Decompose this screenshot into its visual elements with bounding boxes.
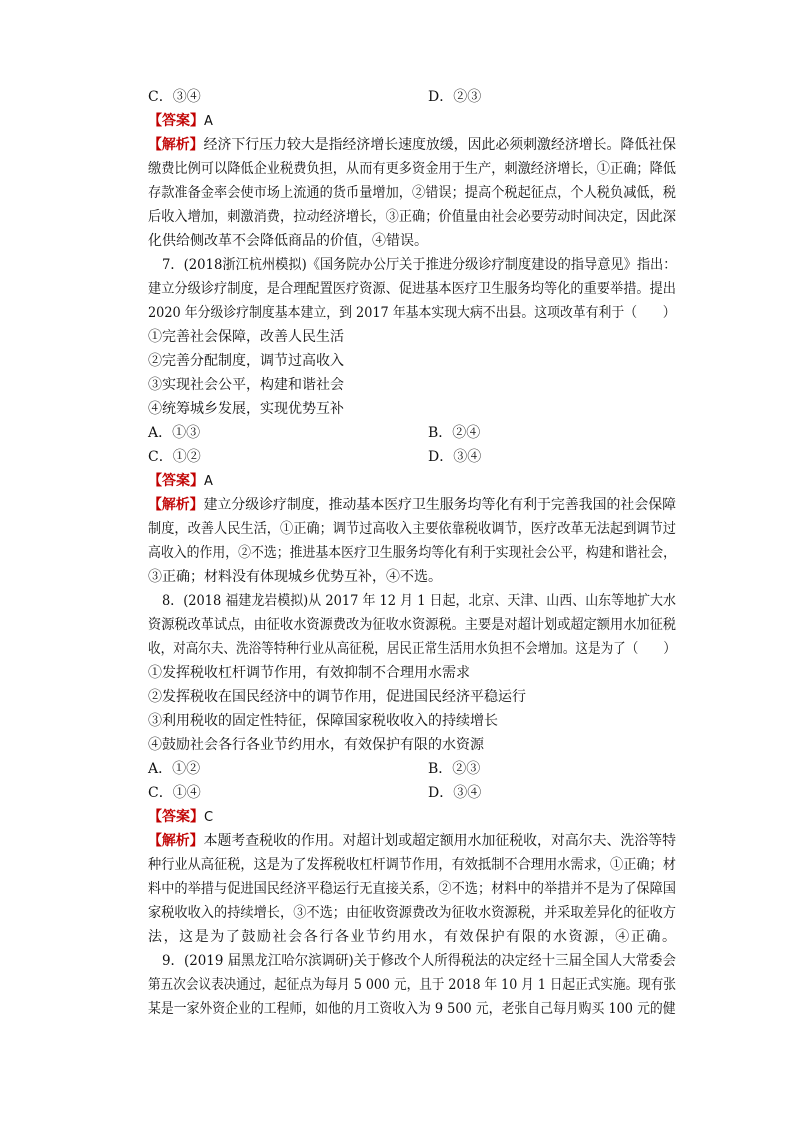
line-text: C．①② (148, 449, 201, 465)
text-line (162, 255, 676, 275)
line-text: 后收入增加，刺激消费，拉动经济增长，③正确；价值量由社会必要劳动时间决定，因此深 (148, 209, 676, 225)
line-text: ①发挥税收杠杆调节作用，有效抑制不合理用水需求 (148, 665, 470, 681)
line-text: 料中的举措与促进国民经济平稳运行无直接关系，②不选；材料中的举措并不是为了保障国 (148, 881, 676, 897)
text-line (148, 399, 344, 419)
line-text: C．③④ (148, 89, 201, 105)
text-line (148, 279, 676, 299)
line-text: 8．(2018 福建龙岩模拟)从 2017 年 12 月 1 日起，北京、天津、山西、山东等地扩大水 (162, 593, 676, 609)
line-text: C．①④ (148, 785, 201, 801)
line-text: ③利用税收的固定性特征，保障国家税收收入的持续增长 (148, 713, 498, 729)
analysis-line (148, 495, 676, 515)
answer-line (148, 807, 213, 828)
line-text: B．②③ (428, 761, 481, 777)
text-line (148, 663, 470, 683)
text-line (148, 759, 200, 779)
line-text: 2020 年分级诊疗制度基本建立，到 2017 年基本实现大病不出县。这项改革有利于（ ） (148, 305, 676, 321)
line-text: 资源税改革试点，由征收水资源费改为征收水资源税。主要是对超计划或超定额用水加征税 (148, 617, 676, 633)
line-text: 第五次会议表决通过，起征点为每月 5 000 元，且于 2018 年 10 月 1 日起正式实施。现有张 (148, 977, 677, 993)
text-line (162, 591, 676, 611)
label-tag: 【答案】 (148, 113, 204, 129)
answer-line (148, 471, 213, 492)
analysis-line (148, 135, 676, 155)
line-text: D．③④ (428, 449, 482, 465)
line-text: 家税收收入的持续增长，③不选；由征收资源费改为征收水资源税，并采取差异化的征收方 (148, 905, 676, 921)
text-line (148, 975, 676, 995)
line-text: A．①③ (148, 425, 201, 441)
line-text: 种行业从高征税，这是为了发挥税收杠杆调节作用，有效抵制不合理用水需求，①正确；材 (148, 857, 676, 873)
text-line (148, 327, 344, 347)
text-line (148, 687, 526, 707)
text-line (148, 615, 676, 635)
text-line (148, 543, 676, 563)
text-line (148, 87, 201, 107)
label-tag: 【解析】 (148, 137, 204, 153)
line-text: B．②④ (428, 425, 481, 441)
line-text: ③正确；材料没有体现城乡优势互补，④不选。 (148, 569, 442, 585)
text-line (148, 159, 676, 179)
text-line (148, 567, 442, 587)
text-line (428, 87, 481, 107)
line-text: 制度，改善人民生活，①正确；调节过高收入主要依靠税收调节，医疗改革无法起到调节过 (148, 521, 676, 537)
label-tag: 【解析】 (148, 497, 204, 513)
line-text: 建立分级诊疗制度，推动基本医疗卫生服务均等化有利于完善我国的社会保障 (203, 497, 676, 513)
text-line (148, 903, 676, 923)
text-line (148, 351, 344, 371)
line-text: ②完善分配制度，调节过高收入 (148, 353, 344, 369)
text-line (148, 639, 676, 659)
line-text: 存款准备金率会使市场上流通的货币量增加，②错误；提高个税起征点，个人税负减低，税 (148, 185, 676, 201)
text-line (148, 447, 201, 467)
text-line (148, 519, 676, 539)
text-line (148, 879, 676, 899)
label-tag: 【答案】 (148, 809, 204, 825)
line-text: D．②③ (428, 89, 482, 105)
line-text: 经济下行压力较大是指经济增长速度放缓，因此必须刺激经济增长。降低社保 (203, 137, 676, 153)
text-line (148, 999, 676, 1019)
line-text: 某是一家外资企业的工程师，如他的月工资收入为 9 500 元，老张自己每月购买 100 元的健 (148, 1001, 676, 1017)
line-text: A (204, 114, 213, 129)
text-line (428, 423, 480, 443)
answer-line (148, 111, 213, 132)
label-tag: 【解析】 (148, 833, 204, 849)
line-text: C (204, 810, 214, 825)
line-text: ④统筹城乡发展，实现优势互补 (148, 401, 344, 417)
label-tag: 【答案】 (148, 473, 204, 489)
text-line (428, 759, 480, 779)
text-line (148, 927, 678, 947)
text-line (428, 447, 481, 467)
line-text: 高收入的作用，②不选；推进基本医疗卫生服务均等化有利于实现社会公平，构建和谐社会， (148, 545, 676, 561)
line-text: 缴费比例可以降低企业税费负担，从而有更多资金用于生产，刺激经济增长，①正确；降低 (148, 161, 676, 177)
text-line (148, 375, 344, 395)
line-text: 9．(2019 届黑龙江哈尔滨调研)关于修改个人所得税法的决定经十三届全国人大常委会 (162, 953, 676, 969)
text-line (148, 207, 676, 227)
line-text: 收，对高尔夫、洗浴等特种行业从高征税，居民正常生活用水负担不会增加。这是为了（ ） (148, 641, 676, 657)
line-text: D．③④ (428, 785, 482, 801)
line-text: ④鼓励社会各行各业节约用水，有效保护有限的水资源 (148, 737, 484, 753)
line-text: 法，这是为了鼓励社会各行各业节约用水，有效保护有限的水资源，④正确。 (148, 929, 678, 945)
text-line (162, 951, 676, 971)
line-text: 建立分级诊疗制度，是合理配置医疗资源、促进基本医疗卫生服务均等化的重要举措。提出 (148, 281, 676, 297)
analysis-line (148, 831, 676, 851)
line-text: 7．(2018浙江杭州模拟)《国务院办公厅关于推进分级诊疗制度建设的指导意见》指出： (162, 257, 677, 273)
text-line (148, 303, 676, 323)
line-text: 化供给侧改革不会降低商品的价值，④错误。 (148, 233, 428, 249)
text-line (148, 231, 428, 251)
text-line (148, 783, 201, 803)
line-text: A (204, 474, 213, 489)
text-line (148, 423, 200, 443)
text-line (148, 711, 498, 731)
text-line (148, 183, 676, 203)
text-line (428, 783, 481, 803)
line-text: A．①② (148, 761, 201, 777)
line-text: ①完善社会保障，改善人民生活 (148, 329, 344, 345)
line-text: ②发挥税收在国民经济中的调节作用，促进国民经济平稳运行 (148, 689, 526, 705)
line-text: 本题考查税收的作用。对超计划或超定额用水加征税收，对高尔夫、洗浴等特 (203, 833, 676, 849)
text-line (148, 735, 484, 755)
text-line (148, 855, 676, 875)
line-text: ③实现社会公平，构建和谐社会 (148, 377, 344, 393)
